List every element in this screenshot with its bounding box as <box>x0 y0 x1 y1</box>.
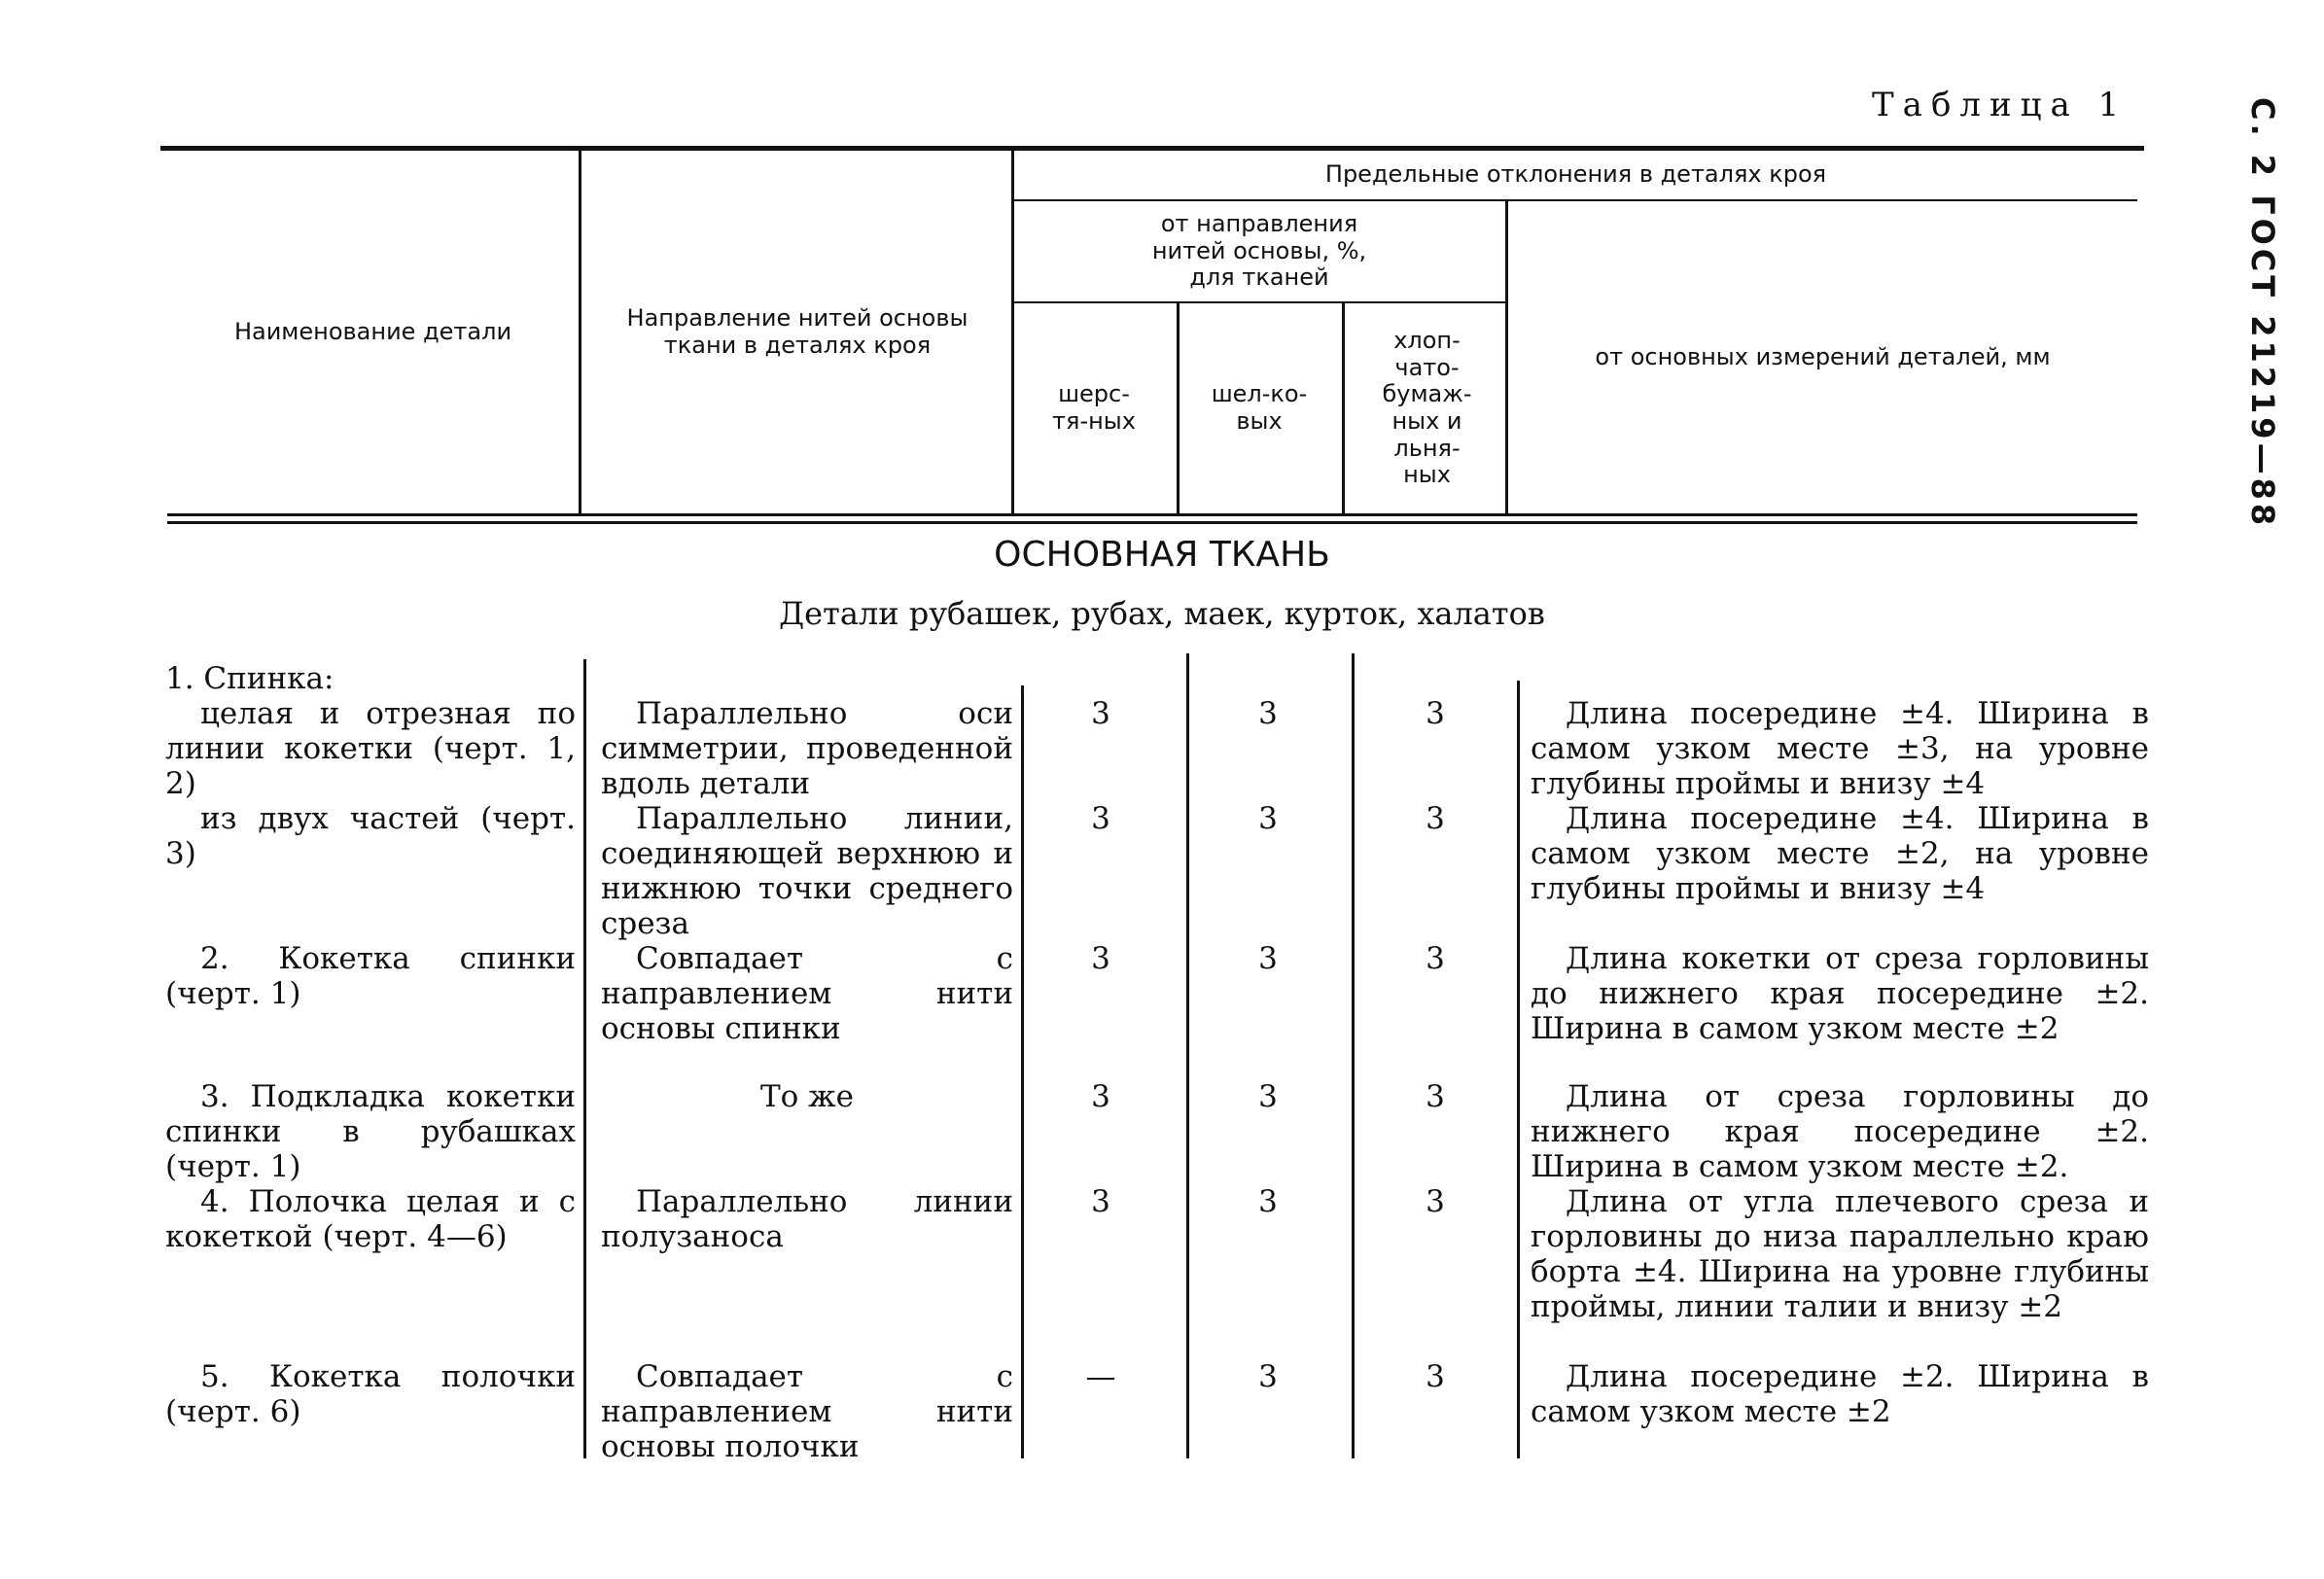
item-1-title: 1. Спинка: <box>165 661 335 696</box>
body-vline-5 <box>1517 681 1520 1458</box>
header-vline-4 <box>1342 303 1345 513</box>
header-wool: шерс-тя-ных <box>1052 380 1136 435</box>
row-5-measure: Длина от угла плечевого среза и горловины до низа параллельно краю борта ±4. Ширина на уровне глубины проймы, линии талии и внизу ±2 <box>1531 1184 2149 1324</box>
row-5-wool: 3 <box>1091 1184 1110 1219</box>
row-5-direction: Параллельно линии полузаноса <box>601 1184 1013 1254</box>
header-name: Наименование детали <box>233 317 512 345</box>
row-1-measure: Длина посередине ±4. Ширина в самом узком месте ±3, на уровне глубины проймы и внизу ±4 <box>1531 696 2149 801</box>
row-1-direction: Параллельно оси симметрии, проведенной вдоль детали <box>601 696 1013 801</box>
row-3-silk: 3 <box>1258 941 1278 976</box>
row-3-direction: Совпадает с направлением нити основы спинки <box>601 941 1013 1046</box>
header-vline-3 <box>1177 303 1180 513</box>
group-title: Детали рубашек, рубах, маек, курток, халатов <box>779 595 1545 632</box>
row-3-measure: Длина кокетки от среза горловины до нижнего края посередине ±2. Ширина в самом узком месте ±2 <box>1531 941 2149 1046</box>
row-2-wool: 3 <box>1091 801 1110 836</box>
header-direction: Направление нитей основы ткани в деталях кроя <box>626 303 968 359</box>
row-6-measure: Длина посередине ±2. Ширина в самом узком месте ±2 <box>1531 1359 2149 1429</box>
row-4-name: 3. Подкладка кокетки спинки в рубашках (черт. 1) <box>165 1079 576 1184</box>
header-vline-1 <box>579 151 581 513</box>
body-vline-4 <box>1352 653 1355 1458</box>
row-1-name: целая и отрезная по линии кокетки (черт. 1, 2) <box>165 696 576 801</box>
row-2-name: из двух частей (черт. 3) <box>165 801 576 871</box>
row-1-wool: 3 <box>1091 696 1110 731</box>
row-6-cotton: 3 <box>1426 1359 1445 1394</box>
header-from-measurements: от основных измерений деталей, мм <box>1595 342 2051 370</box>
header-bottom-rule-2 <box>167 521 2137 524</box>
section-title: ОСНОВНАЯ ТКАНЬ <box>994 535 1330 575</box>
row-6-wool: — <box>1085 1359 1116 1394</box>
row-4-wool: 3 <box>1091 1079 1110 1114</box>
row-2-measure: Длина посередине ±4. Ширина в самом узком месте ±2, на уровне глубины проймы и внизу ±4 <box>1531 801 2149 906</box>
body-vline-1 <box>583 659 586 1458</box>
table-number-label: Таблица 1 <box>1872 86 2129 124</box>
row-6-direction: Совпадает с направлением нити основы полочки <box>601 1359 1013 1464</box>
row-4-cotton: 3 <box>1426 1079 1445 1114</box>
row-3-wool: 3 <box>1091 941 1110 976</box>
row-2-direction: Параллельно линии, соединяющей верхнюю и нижнюю точки среднего среза <box>601 801 1013 941</box>
header-bottom-rule-1 <box>167 513 2137 516</box>
header-silk: шел-ко-вых <box>1211 380 1308 435</box>
standard-code-label: С. 2 ГОСТ 21219—88 <box>2244 97 2281 530</box>
row-4-direction: То же <box>759 1079 855 1114</box>
row-3-name: 2. Кокетка спинки (черт. 1) <box>165 941 576 1011</box>
body-vline-3 <box>1186 653 1189 1458</box>
row-2-silk: 3 <box>1258 801 1278 836</box>
row-3-cotton: 3 <box>1426 941 1445 976</box>
row-4-measure: Длина от среза горловины до нижнего края посередине ±2. Ширина в самом узком месте ±2. <box>1531 1079 2149 1184</box>
row-6-silk: 3 <box>1258 1359 1278 1394</box>
header-from-direction: от направления нитей основы, %, для тканей <box>1151 210 1367 292</box>
row-1-cotton: 3 <box>1426 696 1445 731</box>
row-6-name: 5. Кокетка полочки (черт. 6) <box>165 1359 576 1429</box>
row-5-name: 4. Полочка целая и с кокеткой (черт. 4—6) <box>165 1184 576 1254</box>
row-5-silk: 3 <box>1258 1184 1278 1219</box>
row-2-cotton: 3 <box>1426 801 1445 836</box>
header-vline-2 <box>1011 151 1014 513</box>
row-1-silk: 3 <box>1258 696 1278 731</box>
header-cotton: хлоп-чато-бумаж-ных и льня-ных <box>1382 327 1472 489</box>
row-4-silk: 3 <box>1258 1079 1278 1114</box>
row-5-cotton: 3 <box>1426 1184 1445 1219</box>
header-limits: Предельные отклонения в деталях кроя <box>1324 160 1827 189</box>
